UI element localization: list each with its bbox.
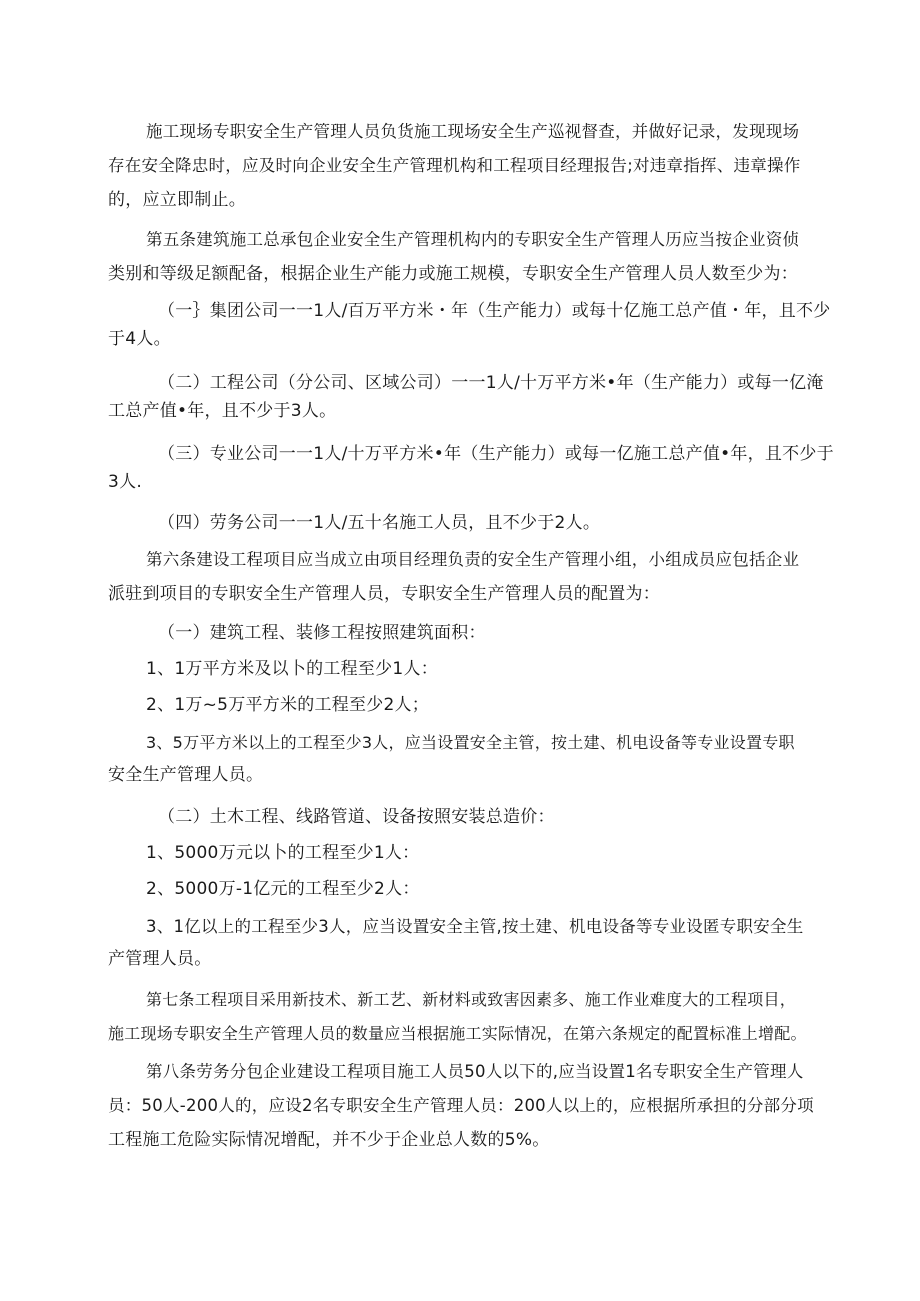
numbered-item-line: 3、5万平方米以上的工程至少3人，应当设置安全主管，按土建、机电设备等专业设置专职 [146,733,795,752]
article-5-line: 类别和等级足额配备，根据企业生产能力或施工规模，专职安全生产管理人员人数至少为： [108,264,798,284]
list-item-line: （三）专业公司一一1人/十万平方米•年（生产能力）或每一亿施工总产值•年，且不少于 [158,444,834,464]
numbered-item-line: 3、1亿以上的工程至少3人，应当设置安全主管,按土建、机电设备等专业设匿专职安全生 [146,917,804,936]
numbered-item-line: 2、1万~5万平方米的工程至少2人； [146,695,430,715]
article-5-line: 第五条建筑施工总承包企业安全生产管理机构内的专职安全生产管理人历应当按企业资侦 [146,230,800,249]
sub-heading-line: （二）土木工程、线路管道、设备按照安装总造价： [158,807,555,827]
numbered-item-line: 产管理人员。 [108,949,212,969]
numbered-item-line: 安全生产管理人员。 [108,765,264,785]
article-6-line: 派驻到项目的专职安全生产管理人员，专职安全生产管理人员的配置为： [108,584,660,604]
list-item-line: （二）工程公司（分公司、区域公司）一一1人/十万平方米•年（生产能力）或每一亿淹 [158,373,824,393]
list-item-line: 工总产值•年，且不少于3人。 [108,401,337,421]
sub-heading-line: （一）建筑工程、装修工程按照建筑面积： [158,623,486,643]
article-6-line: 第六条建设工程项目应当成立由项目经理负责的安全生产管理小组，小组成员应包括企业 [146,550,800,569]
article-8-line: 工程施工危险实际情况增配，并不少于企业总人数的5%。 [108,1130,550,1150]
article-7-line: 第七条工程项目采用新技术、新工艺、新材料或致害因素多、施工作业难度大的工程项目， [146,990,797,1009]
numbered-item-line: 1、5000万元以卜的工程至少1人： [146,843,420,863]
article-8-line: 第八条劳务分包企业建设工程项目施工人员50人以下的,应当设置1名专职安全生产管理人 [146,1062,804,1081]
list-item-line: （四）劳务公司一一1人/五十名施工人员，且不少于2人。 [158,513,601,533]
paragraph-line: 的，应立即制止。 [108,190,246,210]
paragraph-line: 施工现场专职安全生产管理人员负货施工现场安全生产巡视督查，并做好记录，发现现场 [146,122,800,141]
list-item-line: 3人. [108,472,142,492]
article-8-line: 员：50人-200人的，应设2名专职安全生产管理人员：200人以上的，应根据所承担的分部分项 [108,1096,814,1115]
numbered-item-line: 2、5000万-1亿元的工程至少2人： [146,879,420,899]
list-item-line: 于4人。 [108,329,171,349]
article-7-line: 施工现场专职安全生产管理人员的数量应当根据施工实际情况，在第六条规定的配置标准上增配。 [108,1024,807,1043]
list-item-line: （一｝集团公司一一1人/百万平方米・年（生产能力）或每十亿施工总产值・年，且不少 [158,301,831,321]
numbered-item-line: 1、1万平方米及以卜的工程至少1人： [146,659,438,679]
paragraph-line: 存在安全降忠时，应及时向企业安全生产管理机构和工程项目经理报告;对违章指挥、违章操作 [108,156,801,175]
